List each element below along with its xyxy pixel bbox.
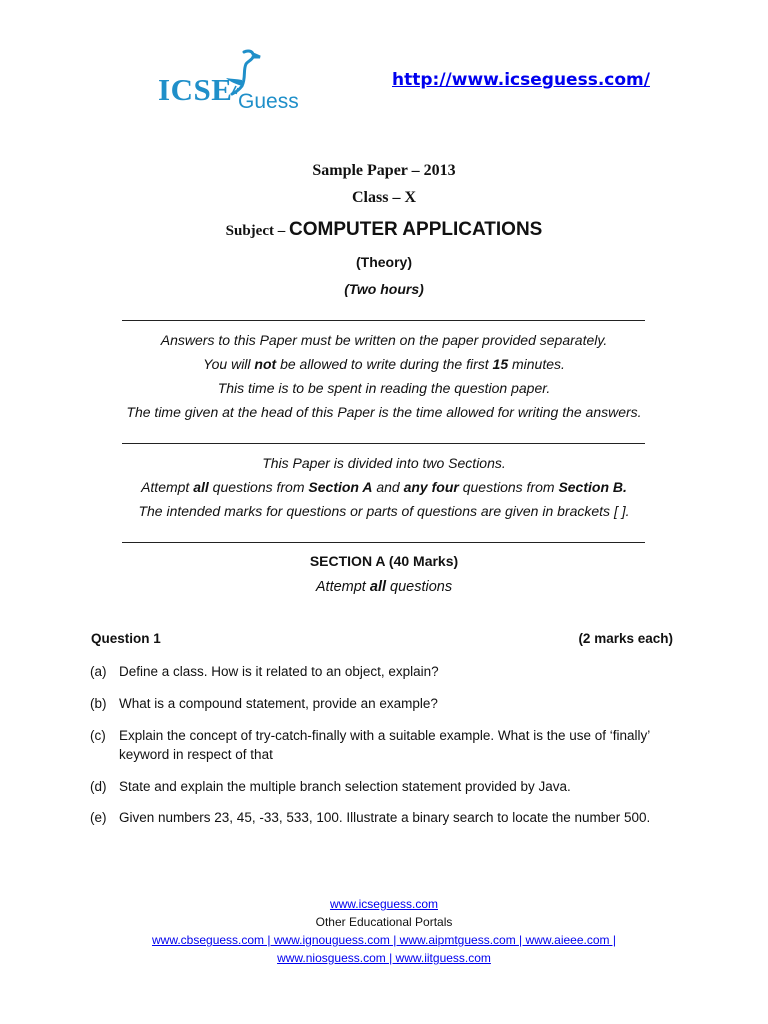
footer-portal-links[interactable]: www.niosguess.com | www.iitguess.com (277, 951, 491, 965)
question-item-label: (c) (90, 728, 106, 743)
icse-guess-logo (150, 48, 320, 118)
subject-label: Subject – (225, 223, 289, 239)
instructions-block (0, 328, 768, 424)
question-item-text: Explain the concept of try-catch-finally with a suitable example. What is the use of ‘finally’ keyword in respect of that (119, 728, 650, 762)
question-item-label: (a) (90, 664, 107, 679)
subject-value: COMPUTER APPLICATIONS (289, 219, 543, 240)
question-item-label: (b) (90, 696, 107, 711)
section-a-title: SECTION A (40 Marks) (309, 553, 459, 569)
instruction-line: The time given at the head of this Paper is the time allowed for writing the answers. (126, 404, 642, 420)
theory-label: (Theory) (356, 254, 412, 270)
website-url-link[interactable]: http://www.icseguess.com/ (392, 70, 650, 90)
question-item-text: Given numbers 23, 45, -33, 533, 100. Illustrate a binary search to locate the number 500. (119, 810, 651, 825)
instruction-line: This time is to be spent in reading the question paper. (217, 380, 551, 396)
subject-line (0, 219, 768, 241)
footer (0, 895, 768, 967)
footer-portal-links[interactable]: www.cbseguess.com | www.ignouguess.com | www.aipmtguess.com | www.aieee.com | (152, 933, 616, 947)
question-item-label: (e) (90, 810, 107, 825)
question-heading: Question 1 (91, 631, 161, 646)
question-item-label: (d) (90, 779, 107, 794)
logo-text-guess: Guess (238, 90, 299, 113)
divider-rule (122, 542, 645, 543)
question-item-text: What is a compound statement, provide an example? (119, 696, 438, 711)
sections-info-block (0, 451, 768, 523)
question-item-text: Define a class. How is it related to an object, explain? (119, 664, 439, 679)
sample-paper-title: Sample Paper – 2013 (312, 162, 456, 179)
question-item-text: State and explain the multiple branch selection statement provided by Java. (119, 779, 571, 794)
section-a-subtitle: Attempt all questions (315, 579, 453, 595)
divider-rule (122, 320, 645, 321)
instruction-line: You will not be allowed to write during the first 15 minutes. (203, 356, 565, 372)
duration-label: (Two hours) (344, 281, 424, 297)
footer-portals-label: Other Educational Portals (315, 915, 453, 929)
divider-rule (122, 443, 645, 444)
question-marks: (2 marks each) (578, 631, 673, 646)
sections-info-line: This Paper is divided into two Sections. (262, 455, 506, 471)
sections-info-line: The intended marks for questions or parts of questions are given in brackets [ ]. (138, 503, 630, 519)
footer-site-link[interactable]: www.icseguess.com (329, 897, 439, 911)
sections-info-line: Attempt all questions from Section A and any four questions from Section B. (141, 479, 627, 495)
instruction-line: Answers to this Paper must be written on the paper provided separately. (160, 332, 608, 348)
logo-text-icse: ICSE (158, 72, 233, 107)
class-line: Class – X (351, 189, 416, 206)
